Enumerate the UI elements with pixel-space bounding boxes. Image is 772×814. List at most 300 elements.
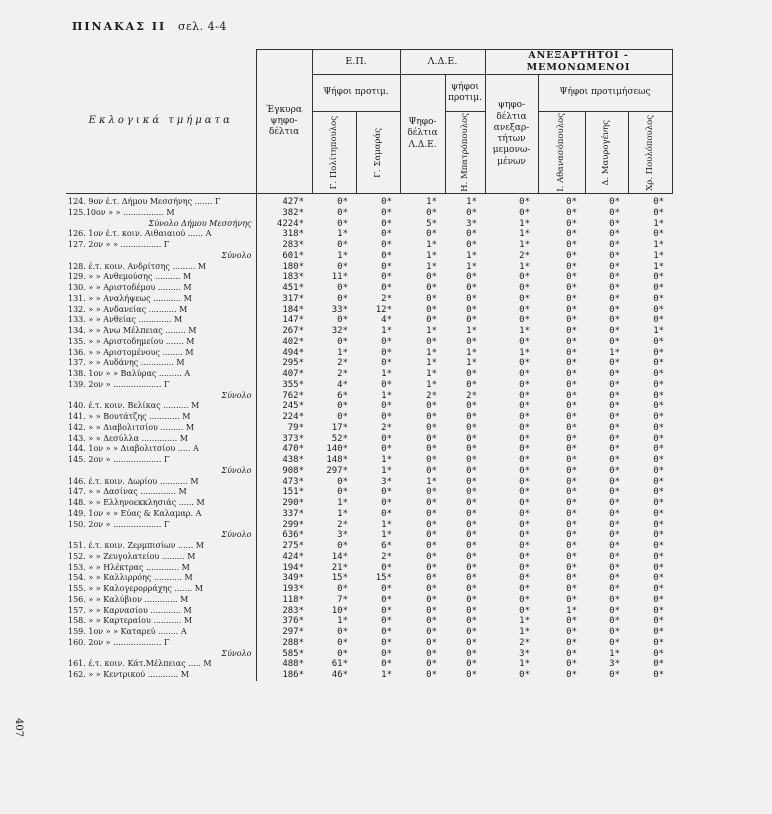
value-cell: 290* (256, 498, 312, 509)
value-cell: 0* (566, 487, 578, 498)
value-cell: 0* (566, 508, 578, 519)
value-cell: 297* (256, 627, 312, 638)
value-cell: 0* (566, 648, 578, 659)
value-cell: 0* (519, 519, 531, 530)
value-cell: 15* (375, 573, 393, 584)
value-cell: 601* (256, 251, 312, 262)
value-cell: 0* (566, 304, 578, 315)
value-cell: 0* (426, 584, 438, 594)
value-cell: 297* (326, 465, 348, 476)
value-cell: 0* (566, 347, 578, 358)
value-cell: 0* (426, 498, 438, 508)
value-cell: 0* (609, 637, 621, 648)
value-cell: 0* (519, 670, 531, 680)
value-cell: 186* (256, 670, 312, 681)
section-name-cell: 129. » » Ανθεμούσης .......... Μ (68, 272, 192, 282)
section-name-cell: Σύνολο (221, 250, 252, 260)
value-cell: 0* (653, 336, 665, 347)
section-name-cell: 157. » » Καρνασίου ............ Μ (68, 605, 192, 615)
value-cell: 1* (381, 465, 393, 476)
value-cell: 1* (653, 250, 665, 261)
value-cell: 0* (653, 401, 665, 412)
value-cell: 2* (337, 358, 348, 369)
value-cell: 0* (609, 627, 621, 637)
table-row (66, 401, 672, 412)
value-cell: 0* (519, 197, 531, 207)
header-valid-ballots: Έγκυρα ψηφο-δέλτια (256, 50, 312, 194)
table-row (66, 315, 672, 326)
value-cell: 180* (256, 262, 312, 273)
value-cell: 0* (466, 487, 478, 498)
value-cell: 4224* (256, 219, 312, 230)
header-independents: ΑΝΕΞΑΡΤΗΤΟΙ - ΜΕΜΟΝΩΜΕΝΟΙ (485, 50, 672, 75)
value-cell: 402* (256, 337, 312, 348)
section-name-cell: 137. » » Αυδάνης ............. Μ (68, 358, 185, 368)
value-cell: 0* (466, 283, 478, 293)
value-cell: 288* (256, 638, 312, 649)
value-cell: 0* (337, 541, 348, 551)
value-cell: 0* (653, 315, 665, 326)
value-cell: 0* (609, 594, 621, 605)
value-cell: 0* (566, 379, 578, 390)
section-name-cell: 131. » » Αναλήψεως ........... Μ (68, 293, 192, 303)
value-cell: 0* (381, 379, 393, 390)
value-cell: 1* (381, 530, 393, 541)
value-cell: 0* (653, 616, 665, 627)
value-cell: 0* (519, 304, 531, 315)
value-cell: 0* (519, 465, 531, 476)
table-row-subtotal (66, 251, 672, 262)
table-row (66, 606, 672, 617)
value-cell: 0* (381, 584, 393, 594)
value-cell: 0* (653, 530, 665, 541)
table-row (66, 240, 672, 251)
value-cell: 0* (609, 207, 621, 218)
value-cell: 0* (653, 422, 665, 433)
value-cell: 0* (426, 562, 438, 573)
value-cell: 0* (426, 444, 438, 455)
value-cell: 0* (566, 433, 578, 444)
value-cell: 0* (519, 315, 531, 326)
value-cell: 5* (426, 218, 438, 229)
value-cell: 0* (381, 508, 393, 519)
value-cell: 0* (381, 637, 393, 648)
value-cell: 317* (256, 294, 312, 305)
section-name-cell: 162. » » Κεντρικού ............ Μ (68, 670, 189, 679)
value-cell: 0* (426, 304, 438, 315)
value-cell: 1* (519, 326, 531, 336)
value-cell: 0* (337, 637, 348, 648)
value-cell: 0* (566, 659, 578, 670)
value-cell: 0* (426, 508, 438, 519)
section-name-cell: 133. » » Ανθείας ............. Μ (68, 315, 183, 325)
value-cell: 140* (326, 444, 348, 455)
table-row (66, 294, 672, 305)
section-name-cell: 141. » » Βουτάτζης ............ Μ (68, 412, 191, 421)
value-cell: 0* (653, 207, 665, 218)
value-cell: 11* (331, 272, 348, 283)
value-cell: 15* (331, 573, 348, 584)
value-cell: 0* (609, 455, 621, 465)
value-cell: 0* (653, 455, 665, 465)
value-cell: 0* (566, 562, 578, 573)
value-cell: 0* (426, 272, 438, 283)
value-cell: 0* (466, 605, 478, 616)
value-cell: 0* (381, 412, 393, 422)
value-cell: 636* (256, 530, 312, 541)
value-cell: 0* (381, 648, 393, 659)
table-row (66, 434, 672, 445)
value-cell: 0* (609, 401, 621, 412)
value-cell: 151* (256, 487, 312, 498)
value-cell: 494* (256, 348, 312, 359)
value-cell: 1* (337, 250, 348, 261)
value-cell: 0* (381, 347, 393, 358)
value-cell: 0* (337, 261, 348, 272)
value-cell: 0* (381, 283, 393, 293)
value-cell: 0* (519, 530, 531, 541)
value-cell: 0* (609, 358, 621, 369)
value-cell: 0* (381, 444, 393, 455)
value-cell: 0* (381, 498, 393, 508)
value-cell: 0* (381, 605, 393, 616)
value-cell: 0* (466, 315, 478, 326)
value-cell: 0* (653, 584, 665, 594)
value-cell: 0* (566, 455, 578, 465)
section-name-cell: 124. 9ον έ.τ. Δήμου Μεσσήνης ....... Γ (68, 197, 221, 206)
value-cell: 1* (381, 369, 393, 379)
value-cell: 0* (337, 293, 348, 304)
value-cell: 1* (519, 616, 531, 627)
value-cell: 0* (566, 401, 578, 412)
value-cell: 148* (326, 455, 348, 465)
value-cell: 1* (426, 476, 438, 487)
value-cell: 0* (381, 627, 393, 637)
value-cell: 0* (609, 315, 621, 326)
table-row (66, 358, 672, 369)
table-row (66, 305, 672, 316)
value-cell: 1* (426, 326, 438, 336)
value-cell: 0* (609, 240, 621, 250)
value-cell: 2* (426, 390, 438, 401)
value-cell: 0* (381, 616, 393, 627)
value-cell: 1* (519, 229, 531, 240)
value-cell: 0* (566, 541, 578, 551)
section-name-cell: 128. έ.τ. κοιν. Ανδρίτσης ......... Μ (68, 261, 207, 271)
table-row-subtotal (66, 530, 672, 541)
section-name-cell: Σύνολο (221, 390, 252, 400)
value-cell: 0* (566, 229, 578, 240)
table-row (66, 369, 672, 380)
value-cell: 0* (466, 476, 478, 487)
value-cell: 0* (426, 530, 438, 541)
header-ep-candidate-1: Γ. Πολίτηπουλος (312, 112, 356, 194)
value-cell: 2* (337, 519, 348, 530)
section-name-cell: 152. » » Ζευγολατείου ......... Μ (68, 551, 196, 561)
value-cell: 0* (519, 422, 531, 433)
value-cell: 1* (426, 358, 438, 369)
value-cell: 2* (337, 369, 348, 379)
value-cell: 0* (653, 627, 665, 637)
value-cell: 0* (519, 293, 531, 304)
value-cell: 0* (519, 369, 531, 379)
section-name-cell: 158. » » Καρτεραίου ........... Μ (68, 616, 193, 626)
value-cell: 451* (256, 283, 312, 294)
value-cell: 1* (519, 627, 531, 637)
value-cell: 0* (337, 283, 348, 293)
table-row (66, 283, 672, 294)
value-cell: 0* (426, 627, 438, 637)
value-cell: 0* (337, 401, 348, 412)
value-cell: 0* (426, 648, 438, 659)
value-cell: 1* (519, 218, 531, 229)
table-row (66, 326, 672, 337)
value-cell: 0* (566, 627, 578, 637)
value-cell: 0* (609, 293, 621, 304)
value-cell: 1* (426, 379, 438, 390)
value-cell: 0* (609, 476, 621, 487)
value-cell: 0* (519, 390, 531, 401)
value-cell: 0* (566, 283, 578, 293)
value-cell: 0* (566, 218, 578, 229)
value-cell: 1* (653, 326, 665, 336)
value-cell: 184* (256, 305, 312, 316)
value-cell: 0* (426, 412, 438, 422)
value-cell: 0* (653, 670, 665, 680)
section-name-cell: 149. 1ον » » Εύας & Καλαμαρ. Α (68, 508, 202, 518)
section-name-cell: 126. 1ον έ.τ. κοιν. Αιθαιαιού ...... Α (68, 229, 212, 239)
value-cell: 0* (609, 562, 621, 573)
section-name-cell: 160. 2ον » ................... Γ (68, 637, 170, 647)
value-cell: 0* (653, 551, 665, 562)
value-cell: 0* (653, 573, 665, 584)
value-cell: 275* (256, 541, 312, 552)
value-cell: 46* (331, 670, 348, 680)
value-cell: 0* (566, 261, 578, 272)
value-cell: 17* (331, 422, 348, 433)
value-cell: 3* (609, 659, 621, 670)
value-cell: 3* (519, 648, 531, 659)
value-cell: 299* (256, 520, 312, 531)
value-cell: 0* (519, 401, 531, 412)
header-ind-ballots: ψηφο-δέλτια ανεξαρ-τήτων μεμονω-μένων (485, 75, 538, 194)
value-cell: 1* (337, 229, 348, 240)
value-cell: 0* (466, 659, 478, 670)
value-cell: 0* (337, 207, 348, 218)
value-cell: 79* (256, 423, 312, 434)
page-reference: σελ. 4-4 (177, 20, 227, 33)
value-cell: 0* (653, 498, 665, 508)
value-cell: 0* (426, 336, 438, 347)
value-cell: 1* (381, 670, 393, 680)
value-cell: 0* (466, 530, 478, 541)
header-sections: Εκλογικά τμήματα (66, 50, 256, 194)
value-cell: 0* (566, 616, 578, 627)
section-name-cell: 142. » » Διαβολιτσίου ......... Μ (68, 422, 195, 432)
value-cell: 0* (566, 594, 578, 605)
value-cell: 0* (566, 498, 578, 508)
table-row (66, 208, 672, 219)
section-name-cell: 139. 2ον » ................... Γ (68, 379, 170, 389)
table-row (66, 616, 672, 627)
value-cell: 0* (426, 551, 438, 562)
value-cell: 0* (566, 197, 578, 207)
value-cell: 355* (256, 380, 312, 391)
value-cell: 0* (566, 207, 578, 218)
section-name-cell: Σύνολο (221, 530, 252, 540)
header-ade-candidate-1: Η. Μπατρόπουλος (445, 112, 485, 194)
value-cell: 0* (426, 433, 438, 444)
value-cell: 0* (609, 444, 621, 455)
header-party-ade: Λ.Δ.Ε. (400, 50, 485, 75)
value-cell: 0* (466, 433, 478, 444)
value-cell: 0* (337, 584, 348, 594)
table-row-subtotal (66, 219, 672, 230)
value-cell: 33* (331, 304, 348, 315)
value-cell: 0* (653, 519, 665, 530)
value-cell: 0* (609, 465, 621, 476)
table-row (66, 552, 672, 563)
table-row-subtotal (66, 391, 672, 402)
table-row (66, 229, 672, 240)
value-cell: 0* (653, 304, 665, 315)
value-cell: 0* (609, 573, 621, 584)
table-row (66, 520, 672, 531)
value-cell: 0* (609, 530, 621, 541)
value-cell: 337* (256, 509, 312, 520)
value-cell: 1* (426, 250, 438, 261)
value-cell: 0* (381, 433, 393, 444)
value-cell: 0* (426, 637, 438, 648)
value-cell: 0* (466, 240, 478, 250)
value-cell: 438* (256, 455, 312, 466)
value-cell: 0* (653, 229, 665, 240)
value-cell: 0* (653, 293, 665, 304)
value-cell: 424* (256, 552, 312, 563)
value-cell: 0* (519, 444, 531, 455)
value-cell: 0* (653, 594, 665, 605)
value-cell: 295* (256, 358, 312, 369)
value-cell: 0* (653, 541, 665, 551)
value-cell: 0* (609, 326, 621, 336)
table-row (66, 563, 672, 574)
value-cell: 3* (466, 218, 478, 229)
table-row (66, 584, 672, 595)
section-name-cell: 151. έ.τ. κοιν. Ζερμπισίων ...... Μ (68, 541, 204, 550)
value-cell: 0* (381, 207, 393, 218)
section-name-cell: 125.10ον » » ................ Μ (68, 207, 175, 217)
value-cell: 349* (256, 573, 312, 584)
value-cell: 0* (519, 358, 531, 369)
value-cell: 0* (566, 530, 578, 541)
value-cell: 0* (609, 261, 621, 272)
value-cell: 1* (466, 347, 478, 358)
section-name-cell: 140. έ.τ. κοιν. Βελίκας .......... Μ (68, 401, 200, 411)
value-cell: 0* (519, 594, 531, 605)
value-cell: 762* (256, 391, 312, 402)
value-cell: 0* (466, 616, 478, 627)
value-cell: 1* (426, 369, 438, 379)
section-name-cell: 150. 2ον » ................... Γ (68, 519, 170, 529)
value-cell: 0* (566, 369, 578, 379)
value-cell: 382* (256, 208, 312, 219)
table-row (66, 541, 672, 552)
value-cell: 183* (256, 272, 312, 283)
value-cell: 0* (337, 218, 348, 229)
value-cell: 4* (337, 379, 348, 390)
value-cell: 0* (466, 551, 478, 562)
value-cell: 1* (519, 347, 531, 358)
value-cell: 7* (337, 594, 348, 605)
value-cell: 0* (653, 379, 665, 390)
value-cell: 0* (466, 627, 478, 637)
value-cell: 1* (466, 250, 478, 261)
value-cell: 0* (609, 304, 621, 315)
value-cell: 0* (426, 616, 438, 627)
value-cell: 0* (466, 584, 478, 594)
header-ade-ballots: Ψηφο-δέλτια Λ.Δ.Ε. (400, 75, 445, 194)
value-cell: 0* (466, 648, 478, 659)
value-cell: 0* (653, 283, 665, 293)
value-cell: 0* (609, 283, 621, 293)
value-cell: 1* (426, 347, 438, 358)
value-cell: 0* (381, 358, 393, 369)
value-cell: 1* (381, 390, 393, 401)
value-cell: 0* (426, 541, 438, 551)
table-row (66, 627, 672, 638)
value-cell: 0* (381, 487, 393, 498)
value-cell: 0* (566, 584, 578, 594)
value-cell: 0* (466, 508, 478, 519)
header-party-ep: Ε.Π. (312, 50, 400, 75)
value-cell: 0* (466, 379, 478, 390)
value-cell: 0* (653, 390, 665, 401)
value-cell: 1* (519, 261, 531, 272)
value-cell: 0* (609, 498, 621, 508)
value-cell: 0* (609, 336, 621, 347)
value-cell: 61* (331, 659, 348, 670)
value-cell: 2* (381, 293, 393, 304)
value-cell: 0* (609, 369, 621, 379)
value-cell: 0* (381, 218, 393, 229)
value-cell: 0* (337, 315, 348, 326)
value-cell: 0* (566, 519, 578, 530)
value-cell: 1* (381, 455, 393, 465)
section-name-cell: 146. έ.τ. κοιν. Δωρίου ........... Μ (68, 476, 199, 486)
value-cell: 12* (375, 304, 393, 315)
value-cell: 0* (466, 573, 478, 584)
election-results-table (66, 49, 673, 681)
value-cell: 0* (566, 573, 578, 584)
value-cell: 0* (566, 465, 578, 476)
value-cell: 0* (466, 455, 478, 465)
value-cell: 0* (466, 444, 478, 455)
value-cell: 0* (519, 541, 531, 551)
value-cell: 0* (653, 433, 665, 444)
table-row (66, 412, 672, 423)
value-cell: 0* (466, 594, 478, 605)
value-cell: 4* (381, 315, 393, 326)
value-cell: 3* (337, 530, 348, 541)
value-cell: 585* (256, 649, 312, 660)
value-cell: 0* (426, 659, 438, 670)
value-cell: 0* (609, 433, 621, 444)
value-cell: 0* (566, 444, 578, 455)
value-cell: 2* (466, 390, 478, 401)
value-cell: 0* (381, 197, 393, 207)
value-cell: 0* (337, 648, 348, 659)
value-cell: 0* (609, 197, 621, 207)
